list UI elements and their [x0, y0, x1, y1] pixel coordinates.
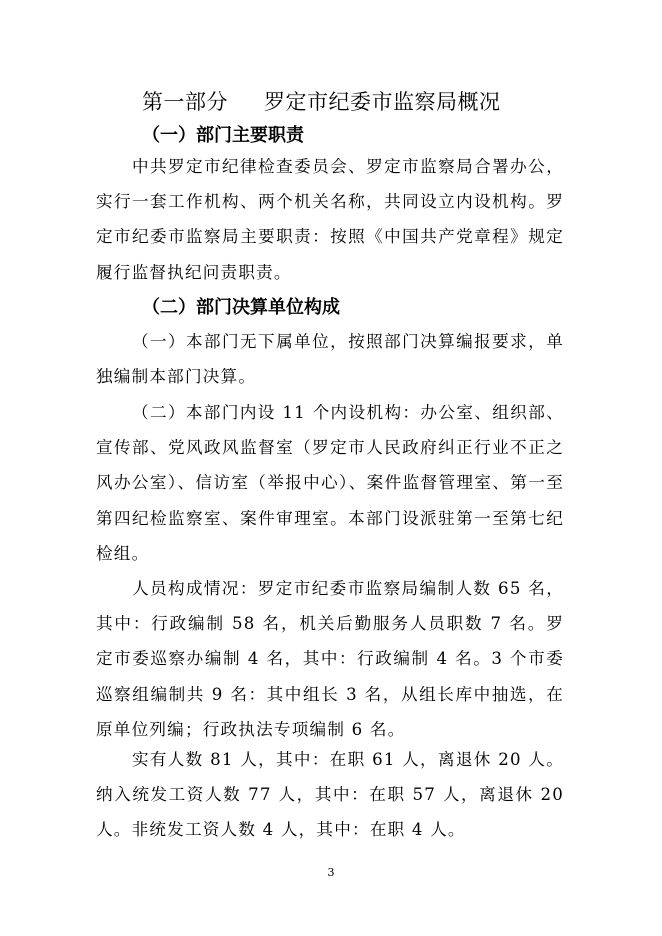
section-heading-main-duties: （一）部门主要职责 — [142, 125, 304, 146]
title-part-label: 第一部分 — [142, 90, 228, 114]
page-number: 3 — [327, 866, 335, 879]
paragraph-no-subordinate-units: （一）本部门无下属单位，按照部门决算编报要求，单独编制本部门决算。 — [96, 332, 564, 387]
page-title — [142, 86, 501, 116]
paragraph-actual-headcount: 实有人数 81 人，其中：在职 61 人，离退休 20 人。纳入统发工资人数 77 人，其中：在职 57 人，离退休 20 人。非统发工资人数 4 人，其中：在职 4 人。 — [96, 750, 564, 840]
paragraph-staffing: 人员构成情况：罗定市纪委市监察局编制人数 65 名，其中：行政编制 58 名，机关后勤服务人员职数 7 名。罗定市委巡察办编制 4 名，其中：行政编制 4 名。3 个市委巡察组编制共 9 名：其中组长 3 名，从组长库中抽选，在原单位列编；行政执法专项编制 6 名。 — [96, 579, 564, 739]
section-heading-unit-composition: （二）部门决算单位构成 — [142, 297, 340, 318]
title-main-text: 罗定市纪委市监察局概况 — [264, 90, 501, 114]
paragraph-internal-departments: （二）本部门内设 11 个内设机构：办公室、组织部、宣传部、党风政风监督室（罗定市人民政府纠正行业不正之风办公室）、信访室（举报中心）、案件监督管理室、第一至第四纪检监察室、案件审理室。本部门设派驻第一至第七纪检组。 — [96, 403, 564, 563]
paragraph-main-duties: 中共罗定市纪律检查委员会、罗定市监察局合署办公，实行一套工作机构、两个机关名称，共同设立内设机构。罗定市纪委市监察局主要职责：按照《中国共产党章程》规定履行监督执纪问责职责。 — [96, 157, 564, 282]
